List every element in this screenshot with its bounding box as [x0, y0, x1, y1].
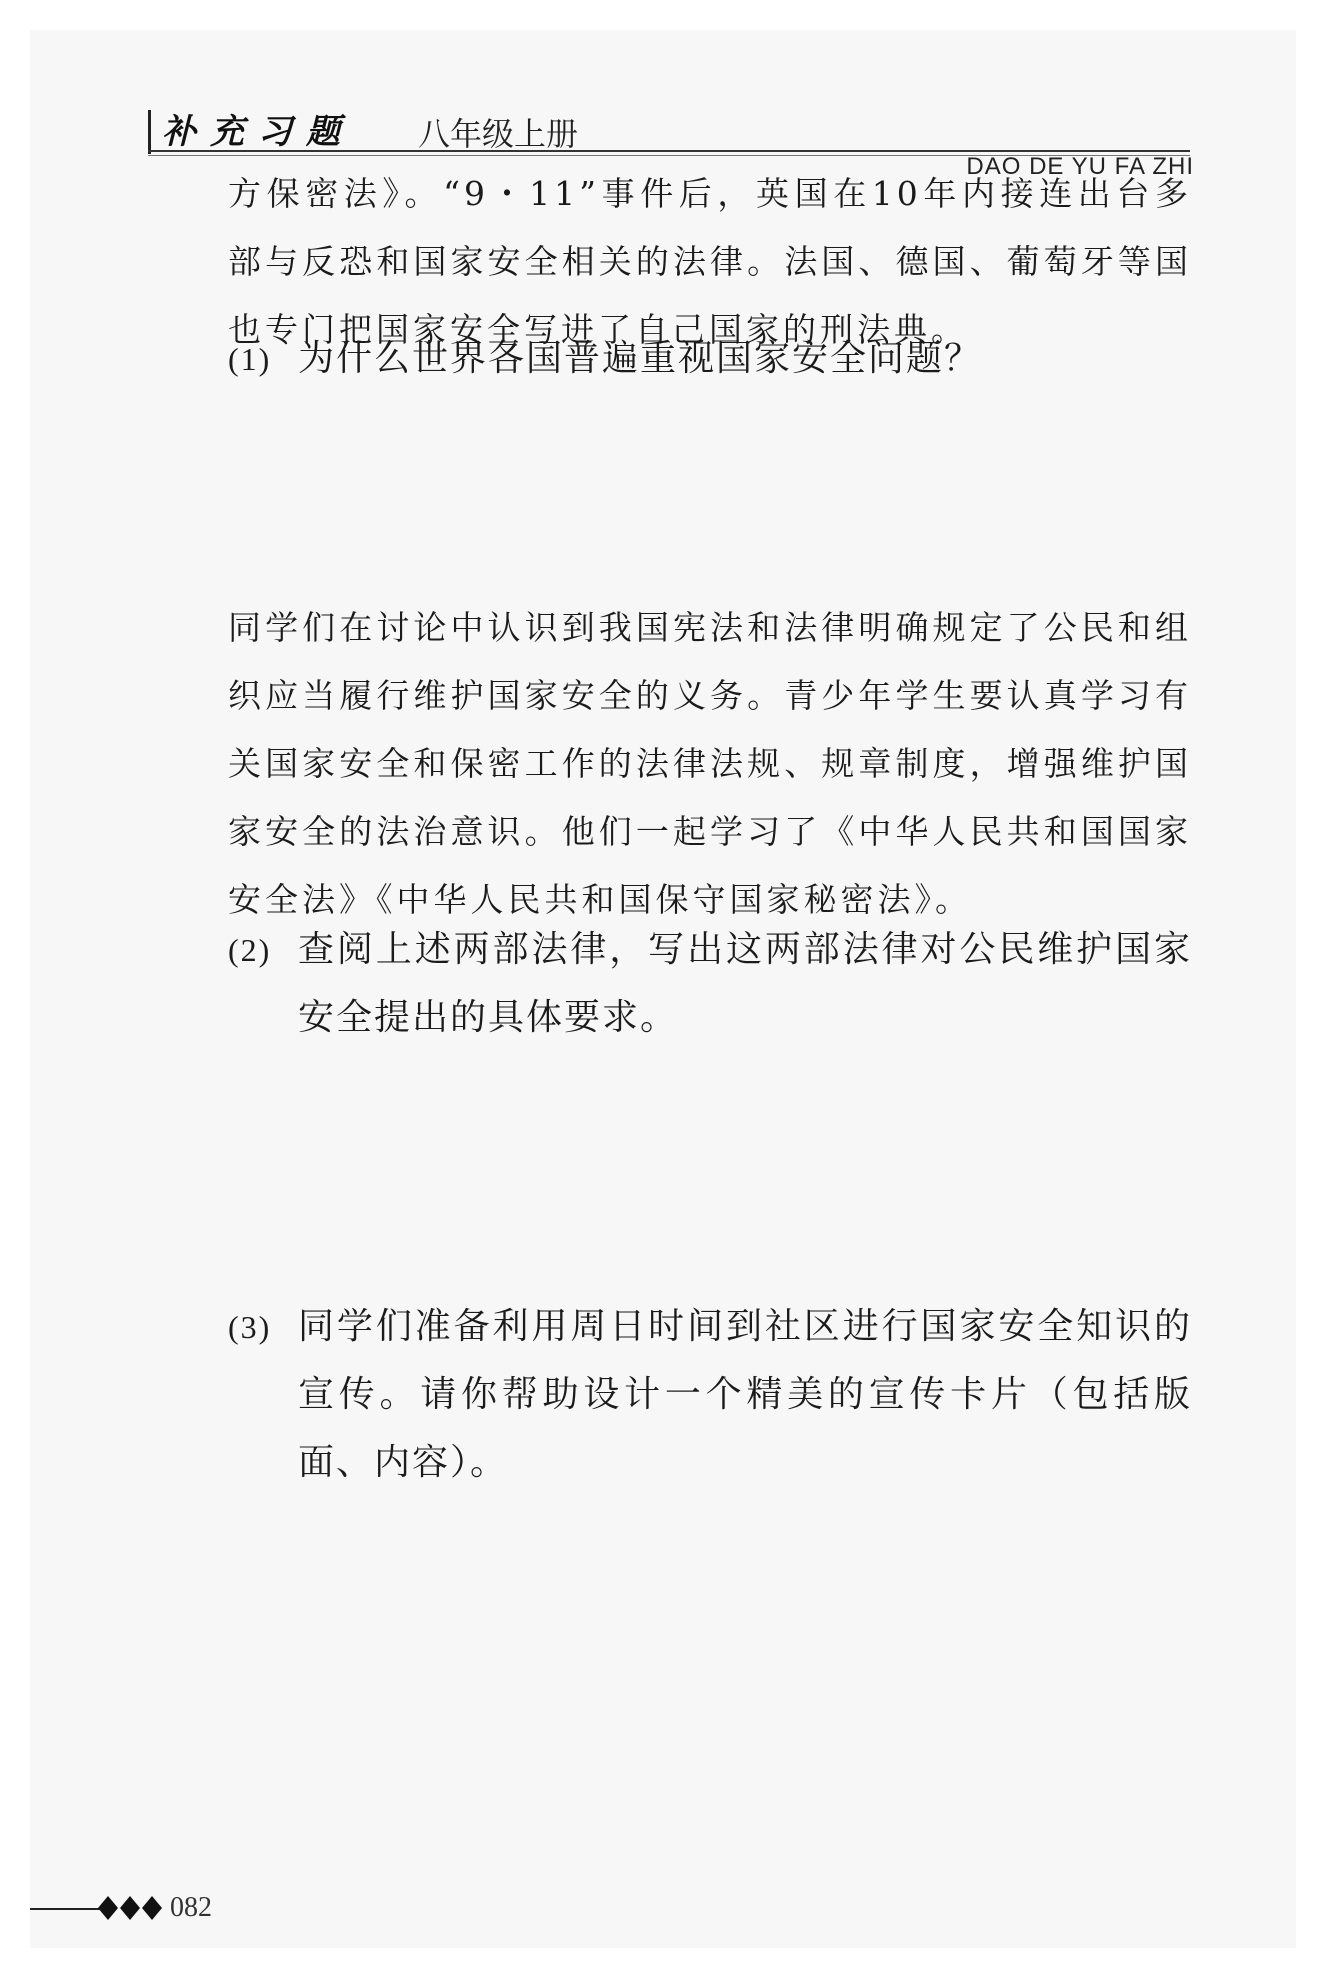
question-2 — [228, 916, 1192, 1052]
question-1-text: 为什么世界各国普遍重视国家安全问题？ — [298, 338, 983, 379]
question-1 — [228, 325, 1192, 393]
subject-pinyin: DAO DE YU FA ZHI — [966, 153, 1194, 180]
question-1-number: (1) — [228, 341, 272, 377]
question-3 — [228, 1293, 1192, 1497]
header-left-bar — [148, 110, 151, 154]
discussion-paragraph: 同学们在讨论中认识到我国宪法和法律明确规定了公民和组织应当履行维护国家安全的义务。青少年学生要认真学习有关国家安全和保密工作的法律法规、规章制度，增强维护国家安全的法治意识。他们一起学习了《中华人民共和国国家安全法》《中华人民共和国保守国家秘密法》。 — [228, 608, 1192, 919]
diamond-ornament-icon — [98, 1890, 162, 1926]
grade-label: 八年级上册 — [418, 115, 579, 153]
page-number: 082 — [170, 1892, 212, 1923]
question-2-number: (2) — [228, 932, 272, 968]
footer-rule — [30, 1908, 102, 1910]
question-3-text: 同学们准备利用周日时间到社区进行国家安全知识的宣传。请你帮助设计一个精美的宣传卡片（包括版面、内容）。 — [298, 1306, 1192, 1483]
question-3-number: (3) — [228, 1309, 272, 1345]
series-title: 补充习题 — [162, 112, 354, 152]
intro-paragraph: 方保密法》。“9・11”事件后，英国在10年内接连出台多部与反恐和国家安全相关的法律。法国、德国、葡萄牙等国也专门把国家安全写进了自己国家的刑法典。 — [228, 174, 1192, 349]
question-2-text: 查阅上述两部法律，写出这两部法律对公民维护国家安全提出的具体要求。 — [298, 929, 1192, 1038]
